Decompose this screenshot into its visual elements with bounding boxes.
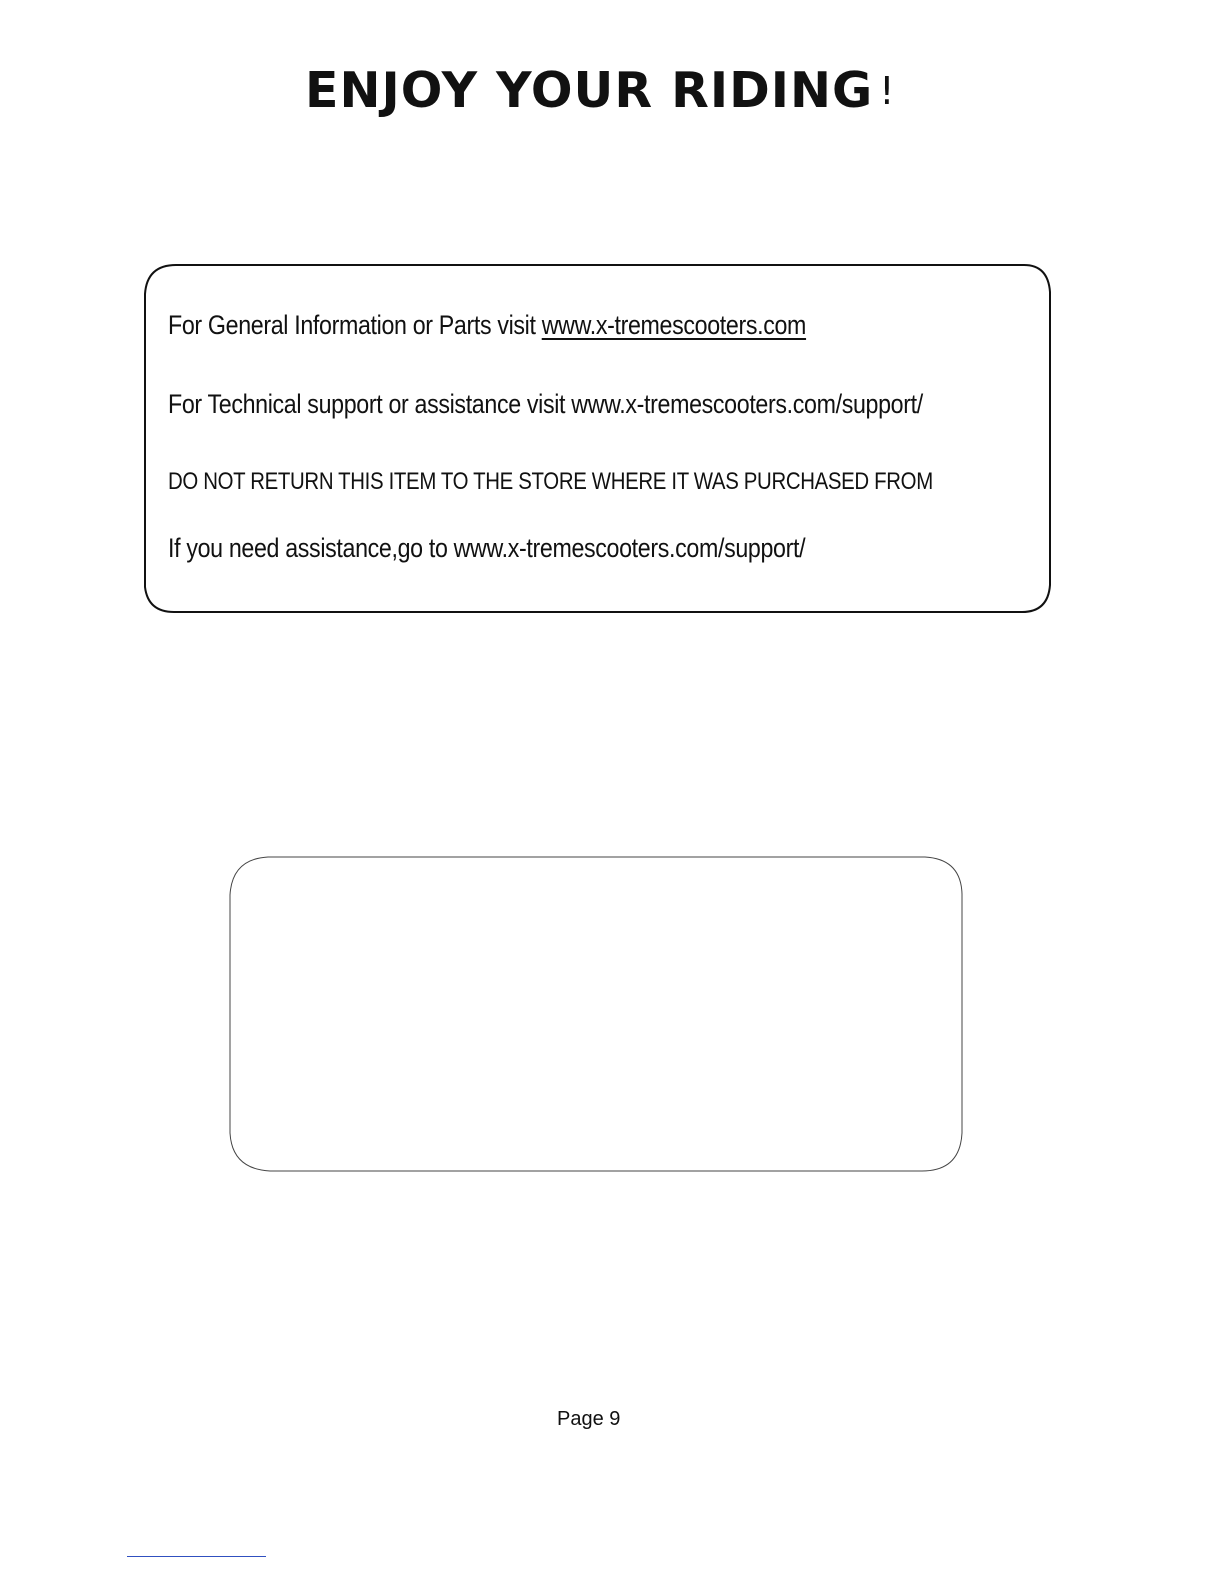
empty-notes-box-border: [230, 857, 962, 1171]
technical-support-line: For Technical support or assistance visit www.x-tremescooters.com/support/: [168, 389, 923, 419]
page-number: Page 9: [557, 1408, 621, 1430]
assistance-line: If you need assistance,go to www.x-tremescooters.com/support/: [168, 533, 806, 563]
footer-rule: [127, 1556, 266, 1557]
general-info-link[interactable]: www.x-tremescooters.com: [541, 310, 807, 340]
page-heading-text: ENJOY YOUR RIDING: [305, 62, 874, 119]
page-heading: [305, 62, 896, 119]
general-info-line: [168, 310, 806, 341]
general-info-text: For General Information or Parts visit: [168, 310, 536, 340]
page-heading-exclaim: !: [879, 69, 896, 113]
do-not-return-notice: DO NOT RETURN THIS ITEM TO THE STORE WHERE IT WAS PURCHASED FROM: [168, 468, 933, 495]
